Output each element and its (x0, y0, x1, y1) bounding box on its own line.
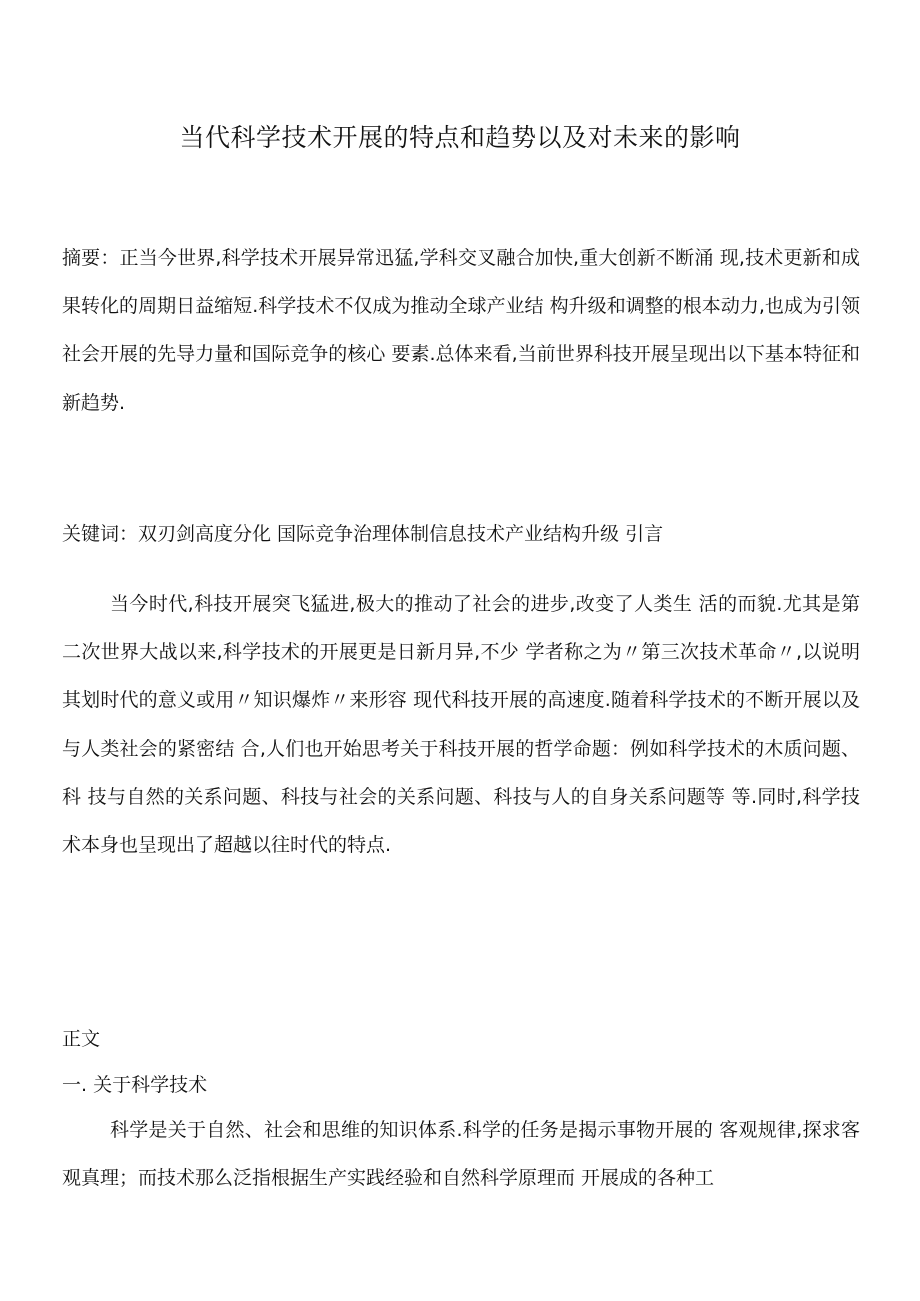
body-label: 正文 (62, 1028, 101, 1050)
keywords-line: 关键词：双刃剑高度分化 国际竞争治理体制信息技术产业结构升级 引言 (62, 523, 664, 545)
abstract-paragraph: 摘要：正当今世界,科学技术开展异常迅猛,学科交叉融合加快,重大创新不断涌 现,技术更新和成果转化的周期日益缩短.科学技术不仅成为推动全球产业结 构升级和调整的根本动力,也成为引领社会开展的先导力量和国际竞争的核心 要素.总体来看,当前世界科技开展呈现出以下基本特征和新趋势. (62, 247, 860, 414)
introduction-paragraph: 当今时代,科技开展突飞猛进,极大的推动了社会的进步,改变了人类生 活的而貌.尤其是第二次世界大战以来,科学技术的开展更是日新月异,不少 学者称之为〃第三次技术革命〃,以说明其划时代的意义或用〃知识爆炸〃来形容 现代科技开展的高速度.随着科学技术的不断开展以及与人类社会的紧密结 合,人们也开始思考关于科技开展的哲学命题：例如科学技术的木质问题、科 技与自然的关系问题、科技与社会的关系问题、科技与人的自身关系问题等 等.同时,科学技术本身也呈现出了超越以往时代的特点. (62, 593, 860, 857)
section-heading: 一. 关于科学技术 (62, 1074, 208, 1096)
document-title: 当代科学技术开展的特点和趋势以及对未来的影响 (179, 123, 741, 152)
section-paragraph: 科学是关于自然、社会和思维的知识体系.科学的任务是揭示事物开展的 客观规律,探求客观真理；而技术那么泛指根据生产实践经验和自然科学原理而 开展成的各种工 (62, 1119, 860, 1190)
